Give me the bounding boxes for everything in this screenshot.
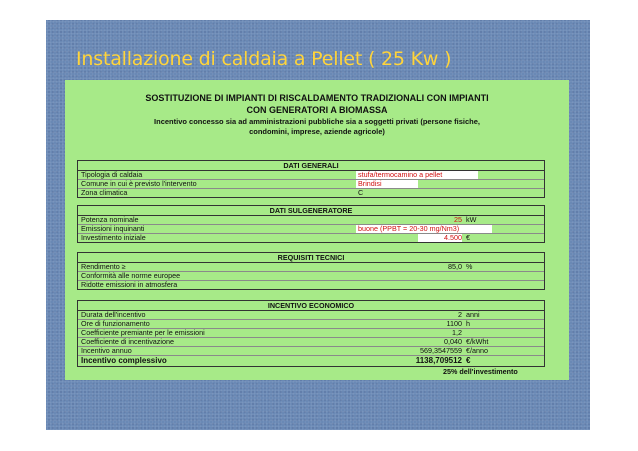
heading-line-2: CON GENERATORI A BIOMASSA: [246, 105, 388, 115]
table-row: [78, 225, 544, 234]
slide: [46, 20, 590, 430]
row-label: Durata dell'incentivo: [81, 310, 146, 319]
table-row: [78, 216, 544, 225]
row-value: 0,040: [444, 337, 462, 346]
section-dati-generatore: [77, 205, 545, 243]
row-label: Incentivo annuo: [81, 346, 132, 355]
row-label: Coefficiente di incentivazione: [81, 337, 174, 346]
row-unit: €/anno: [466, 346, 488, 355]
row-label: Investimento iniziale: [81, 233, 146, 242]
row-label: Emissioni inquinanti: [81, 224, 145, 233]
subheading-line-1: Incentivo concesso sia ad amministrazioni pubbliche sia a soggetti privati (persone fisiche,: [154, 117, 480, 126]
row-label: Coefficiente premiante per le emissioni: [81, 328, 205, 337]
slide-title: Installazione di caldaia a Pellet ( 25 Kw ): [76, 48, 452, 70]
table-row: [78, 189, 544, 197]
heading-line-1: SOSTITUZIONE DI IMPIANTI DI RISCALDAMENTO TRADIZIONALI CON IMPIANTI: [145, 93, 489, 103]
row-label: Conformità alle norme europee: [81, 271, 181, 280]
row-label: Tipologia di caldaia: [81, 170, 143, 179]
row-unit: €: [466, 233, 470, 242]
section-title: REQUISITI TECNICI: [78, 253, 544, 263]
row-value: 2: [458, 310, 462, 319]
row-value: 4.500: [418, 234, 462, 242]
row-label: Zona climatica: [81, 188, 128, 197]
table-row: [78, 234, 544, 242]
row-label: Comune in cui è previsto l'intervento: [81, 179, 197, 188]
section-dati-generali: [77, 160, 545, 198]
percent-note: 25% dell'investimento: [443, 367, 518, 376]
section-incentivo-economico: [77, 300, 545, 367]
row-label: Potenza nominale: [81, 215, 139, 224]
table-row: [78, 180, 544, 189]
section-title: INCENTIVO ECONOMICO: [78, 301, 544, 311]
section-title: DATI SULGENERATORE: [78, 206, 544, 216]
row-unit: h: [466, 319, 470, 328]
row-unit: €/kWht: [466, 337, 489, 346]
row-value: buone (PPBT = 20-30 mg/Nm3): [356, 225, 492, 233]
row-unit: anni: [466, 310, 480, 319]
row-value: 85,0: [448, 262, 462, 271]
section-title: DATI GENERALI: [78, 161, 544, 171]
section-requisiti-tecnici: [77, 252, 545, 290]
subheading-line-2: condomini, imprese, aziende agricole): [249, 127, 385, 136]
table-row: [78, 281, 544, 289]
row-label: Rendimento ≥: [81, 262, 126, 271]
row-label: Ridotte emissioni in atmosfera: [81, 280, 178, 289]
row-value: C: [358, 188, 364, 197]
row-unit: %: [466, 262, 473, 271]
total-label: Incentivo complessivo: [81, 356, 167, 365]
table-row: [78, 347, 544, 356]
total-unit: €: [466, 356, 471, 365]
total-value: 1138,709512: [415, 356, 462, 365]
row-value: stufa/termocamino a pellet: [356, 171, 478, 179]
incentive-table-panel: [65, 80, 569, 380]
row-label: Ore di funzionamento: [81, 319, 150, 328]
row-value: 25: [454, 215, 462, 224]
row-unit: kW: [466, 215, 477, 224]
row-value: 569,3547559: [420, 346, 462, 355]
row-value: Brindisi: [356, 180, 418, 188]
row-value: 1,2: [452, 328, 462, 337]
total-row: [78, 356, 544, 366]
row-value: 1100: [446, 319, 462, 328]
